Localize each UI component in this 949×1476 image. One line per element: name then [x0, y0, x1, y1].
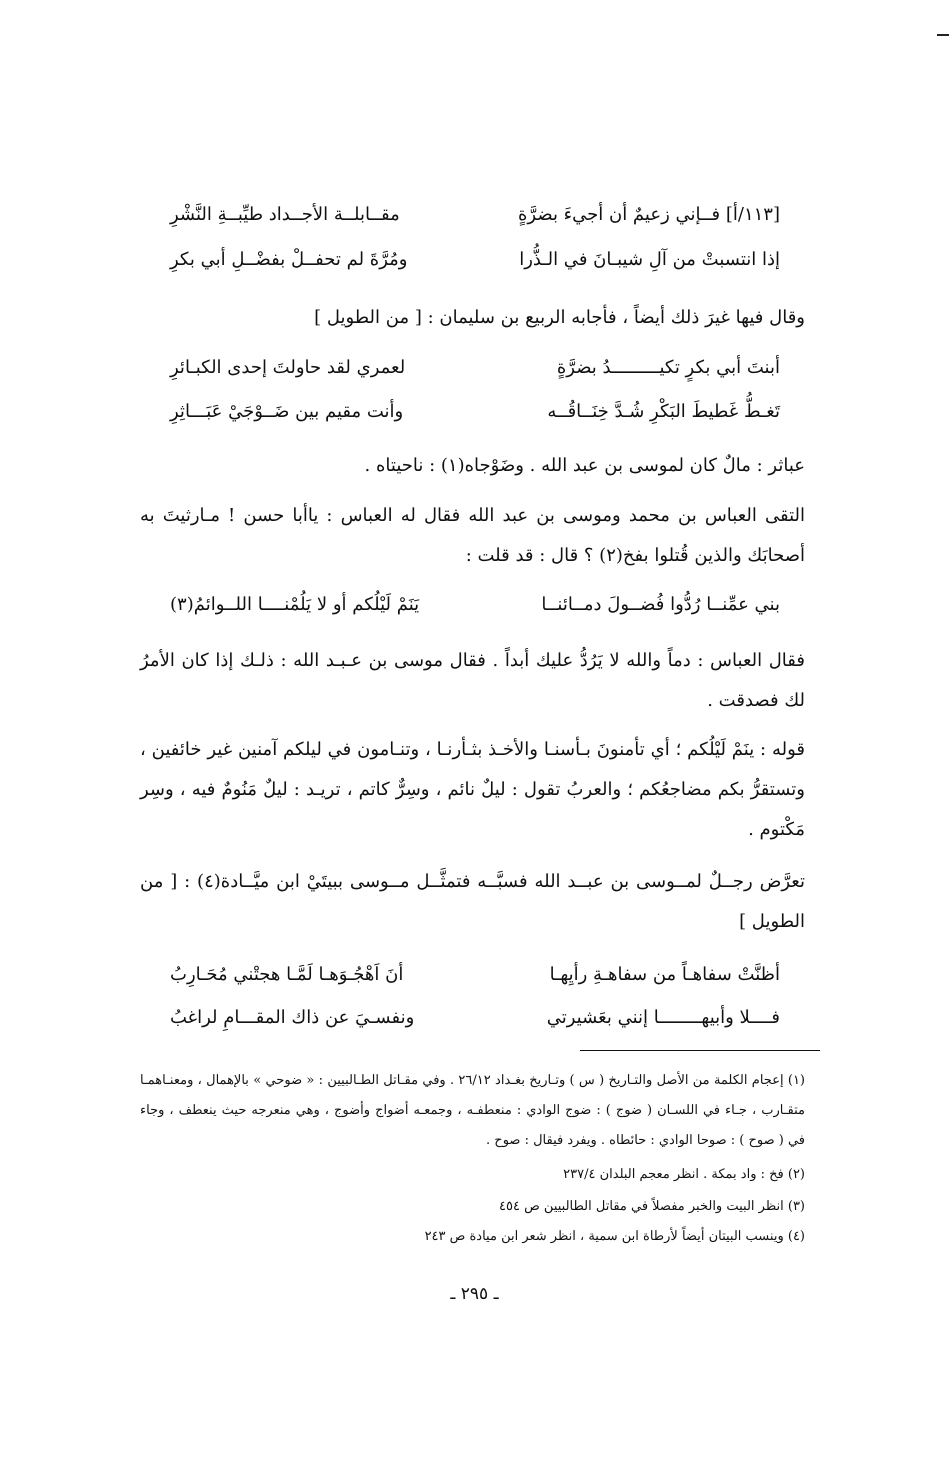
- gloss-line: عباثر : مالٌ كان لموسى بن عبد الله . وضَوْجاه(١) : ناحيتاه .: [364, 455, 805, 476]
- verse-first-hemistich: إذا انتسبتْ من آلِ شيبـانَ في الـذُّرا: [519, 249, 780, 270]
- verse-second-hemistich: أنَ اَهْجُـوَهـا لَمَّـا هجتْني مُحَـارِبُ: [170, 964, 404, 985]
- verse-second-hemistich: ونفسـيَ عن ذاك المقـــامِ لراغبُ: [170, 1007, 415, 1028]
- footnote: (٤) وينسب البيتان أيضاً لأرطاة ابن سمية ، انظر شعر ابن ميادة ص ٢٤٣: [424, 1229, 805, 1244]
- verse-line: [170, 397, 780, 427]
- verse-second-hemistich: مقــابلــة الأجــداد طيِّبــةِ النَّشْرِ: [170, 204, 400, 225]
- verse-line: [170, 245, 780, 275]
- paragraph: تعرَّض رجــلٌ لمــوسى بن عبــد الله فسبَّــه فتمثَّــل مــوسى ببيتَيْ ابن ميَّــادة(٤) : [ من الطويل ]: [140, 871, 805, 932]
- paragraph: فقال العباس : دماً والله لا يَرُدُّ عليك أبداً . فقال موسى بن عـبـد الله : ذلـك إذا كان الأمرُ لك فصدقت .: [140, 650, 805, 711]
- paragraph: قوله : ينَمْ لَيْلُكم ؛ أي تأمنونَ بـأسنـا والأخـذ بثـأرنـا ، وتنـامون في ليلكم آمنين غير خائفين ، وتستقرُّ بكم مضاجعُكم ؛ والعربُ تقول : ليلٌ نائم ، وسِرٌّ كاتم ، تريـد : ليلٌ مَنُومٌ فيه ، وسِر مَكْتوم .: [140, 739, 806, 840]
- scan-edge-mark: [937, 34, 949, 36]
- footnote: (١) إعجام الكلمة من الأصل والتـاريخ ( س ) وتـاريخ بغـداد ٢٦/١٢ . وفي مقـاتل الطـالبيين : « ضوحي » بالإهمال ، ومعنـاهمـا متقـارب ، جـاء في اللسـان ( ضوج ) : ضوج الوادي : منعطفـه ، وجمعـه أضواج وأضوج ، وهي منعرجه حيث ينعطف ، وجاء في ( صوح ) : صوحا الوادي : حائطاه . ويفرد فيقال : صوح .: [140, 1073, 805, 1148]
- verse-line: [170, 353, 780, 383]
- verse-line: [170, 960, 780, 990]
- verse-second-hemistich: لعمري لقد حاولتَ إحدى الكبـائرِ: [170, 357, 406, 378]
- verse-first-hemistich: أبنتَ أبي بكرٍ تكيـــــــــدُ بضرَّةٍ: [556, 357, 780, 378]
- verse-first-hemistich: أظنَّتْ سفاهـاً من سفاهـةِ رأيِهـا: [549, 964, 780, 985]
- verse-line: [170, 1003, 780, 1033]
- footnote-separator: [580, 1050, 820, 1051]
- verse-line: [170, 200, 780, 230]
- footnote: (٣) انظر البيت والخبر مفصلاً في مقاتل الطالبيين ص ٤٥٤: [499, 1199, 805, 1214]
- verse-second-hemistich: وأنت مقيم بين ضَــوْجَيْ عَبَـــاثِرِ: [170, 401, 404, 422]
- footnote: (٢) فخ : واد بمكة . انظر معجم البلدان ٢٣٧/٤: [563, 1167, 805, 1182]
- verse-first-hemistich: [١١٣/أ] فــإني زعيمٌ أن أجيءَ بضرَّةٍ: [517, 204, 780, 225]
- verse-second-hemistich: يَنَمْ لَيْلُكم أو لا يَلُمْنــــا اللــوائمُ(٣): [170, 594, 420, 615]
- intro-line: وقال فيها غيرَ ذلك أيضاً ، فأجابه الربيع بن سليمان : [ من الطويل ]: [314, 307, 805, 328]
- verse-line: [170, 590, 780, 620]
- verse-first-hemistich: تَغـطُّ غَطيطَ البَكْرِ شُـدَّ خِنَــاقُــه: [547, 401, 780, 422]
- page-number: ـ ٢٩٥ ـ: [450, 1284, 499, 1304]
- paragraph: التقى العباس بن محمد وموسى بن عبد الله فقال له العباس : ياأبا حسن ! مـارثيتَ به أصحابَك والذين قُتلوا بفخ(٢) ؟ قال : قد قلت :: [140, 505, 805, 566]
- verse-first-hemistich: بني عمِّنــا رُدُّوا فُضــولَ دمــائنــا: [541, 594, 780, 615]
- verse-second-hemistich: ومُرَّةَ لم تحفــلْ بفضْــلِ أبي بكرِ: [170, 249, 408, 270]
- verse-first-hemistich: فــــلا وأبيهــــــــا إنني بعَشيرتي: [546, 1007, 780, 1028]
